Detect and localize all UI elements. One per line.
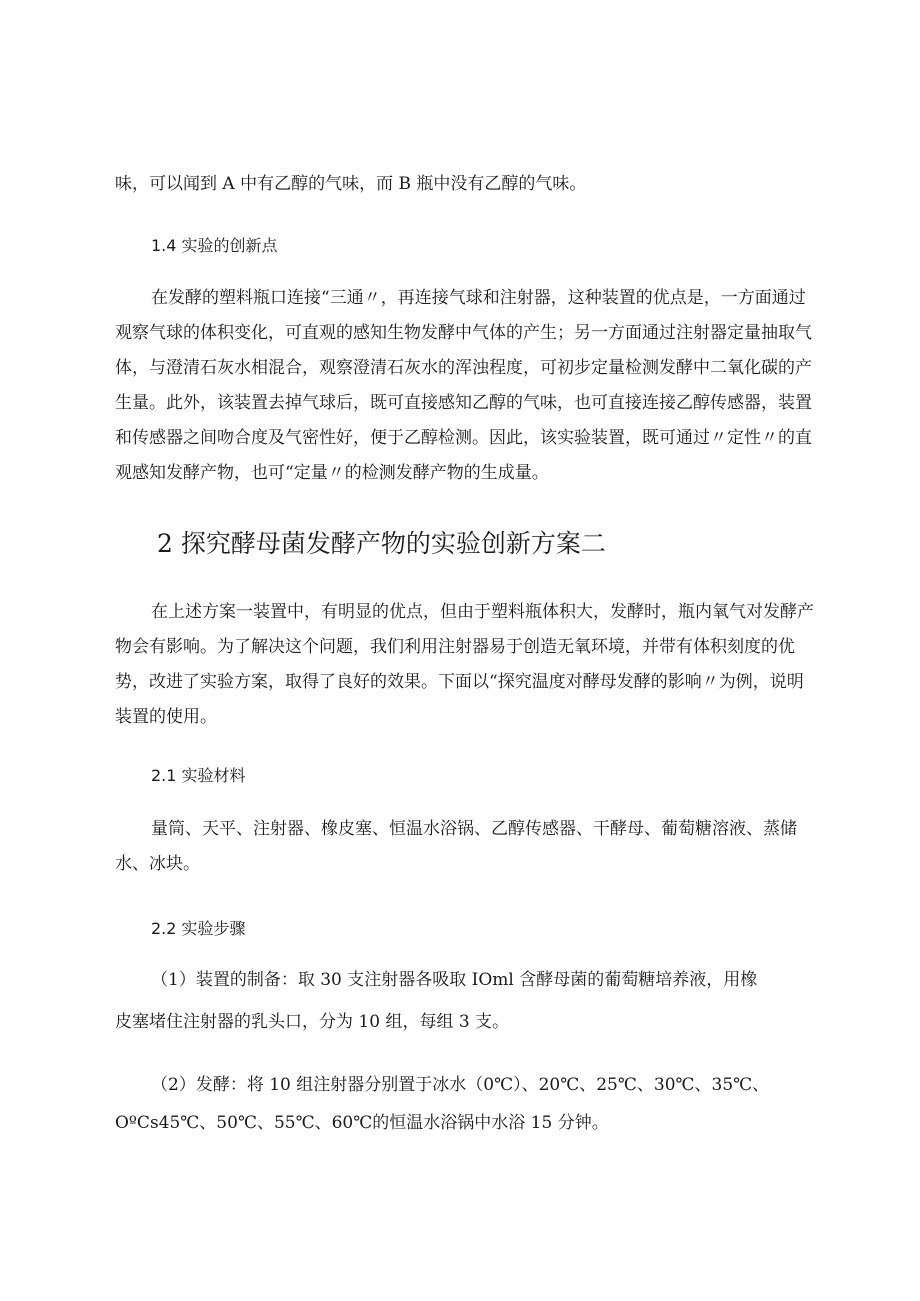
- step-1-line-1: （1）装置的制备：取 30 支注射器各吸取 IOml 含酵母菌的葡萄糖培养液，用橡: [151, 970, 758, 990]
- step-2-line-1: （2）发酵：将 10 组注射器分别置于冰水（0℃）、20℃、25℃、30℃、35℃、: [151, 1075, 770, 1095]
- paragraph-scheme-two: 在上述方案一装置中，有明显的优点，但由于塑料瓶体积大，发酵时，瓶内氧气对发酵产物会有影响。为了解决这个问题，我们利用注射器易于创造无氧环境，并带有体积刻度的优势，改进了实验方案，取得了良好的效果。下面以“探究温度对酵母发酵的影响〃为例，说明装置的使用。: [115, 602, 814, 727]
- section-heading-1-4: 1.4 实验的创新点: [151, 236, 278, 255]
- paragraph-materials: 量筒、天平、注射器、橡皮塞、恒温水浴锅、乙醇传感器、干酵母、葡萄糖溶液、蒸储水、冰块。: [115, 819, 797, 874]
- step-1-line-2: 皮塞堵住注射器的乳头口，分为 10 组，每组 3 支。: [115, 1012, 510, 1032]
- section-heading-2: 2 探究酵母菌发酵产物的实验创新方案二: [157, 529, 606, 558]
- step-2-line-2: OºCs45℃、50℃、55℃、60℃的恒温水浴锅中水浴 15 分钟。: [115, 1113, 609, 1133]
- section-heading-2-2: 2.2 实验步骤: [151, 919, 246, 938]
- paragraph-innovation: 在发酵的塑料瓶口连接“三通〃，再连接气球和注射器，这种装置的优点是，一方面通过观察气球的体积变化，可直观的感知生物发酵中气体的产生；另一方面通过注射器定量抽取气体，与澄清石灰水相混合，观察澄清石灰水的浑浊程度，可初步定量检测发酵中二氧化碳的产生量。此外，该装置去掉气球后，既可直接感知乙醇的气味，也可直接连接乙醇传感器，装置和传感器之间吻合度及气密性好，便于乙醇检测。因此，该实验装置，既可通过〃定性〃的直观感知发酵产物，也可“定量〃的检测发酵产物的生成量。: [115, 288, 812, 483]
- section-heading-2-1: 2.1 实验材料: [151, 766, 246, 785]
- paragraph-continuation: 味，可以闻到 A 中有乙醇的气味，而 B 瓶中没有乙醇的气味。: [115, 174, 587, 194]
